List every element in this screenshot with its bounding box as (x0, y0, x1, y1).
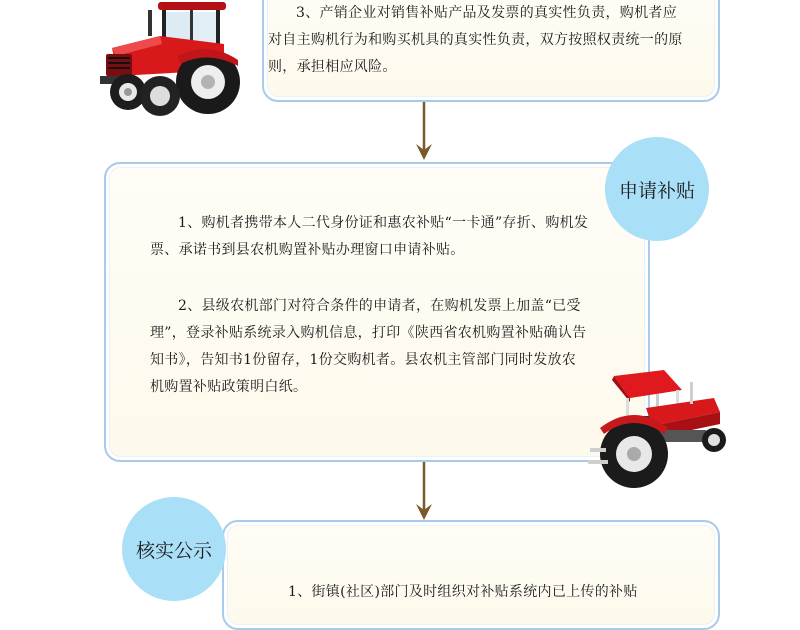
apply-paragraph-2: 2、县级农机部门对符合条件的申请者，在购机发票上加盖“已受理”，登录补贴系统录入购机信息，打印《陕西省农机购置补贴确认告知书》，告知书1份留存，1份交购机者。县农机主管部门同时发放农机购置补贴政策明白纸。 (150, 298, 587, 395)
tractor-side-icon (586, 368, 736, 496)
responsibility-paragraph: 3、产销企业对销售补贴产品及发票的真实性负责，购机者应对自主购机行为和购买机具的真实性负责，双方按照权责统一的原则，承担相应风险。 (268, 5, 683, 75)
tractor-front-icon (98, 0, 248, 120)
arrow-down-icon (414, 100, 434, 162)
step-box-verify (222, 520, 720, 630)
step-title-verify: 核实公示 (122, 497, 226, 601)
arrow-down-icon (414, 460, 434, 522)
step-title-apply: 申请补贴 (605, 137, 709, 241)
verify-paragraph-1: 1、街镇(社区)部门及时组织对补贴系统内已上传的补贴 (288, 584, 638, 600)
apply-paragraph-1: 1、购机者携带本人二代身份证和惠农补贴“一卡通”存折、购机发票、承诺书到县农机购置补贴办理窗口申请补贴。 (150, 215, 589, 258)
